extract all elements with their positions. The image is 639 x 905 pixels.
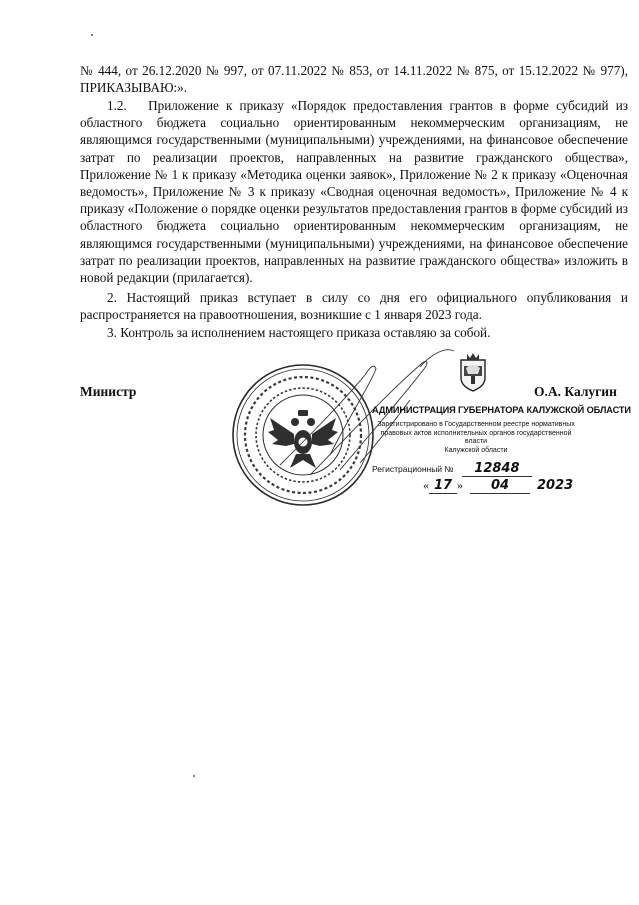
registration-number-row [372,461,592,477]
stamp-line: Калужской области [444,446,508,454]
scan-speck [193,775,195,777]
coat-of-arms-icon [458,352,488,392]
registration-number-label: Регистрационный № [372,464,454,475]
paragraph-3: 3. Контроль за исполнением настоящего приказа оставляю за собой. [107,325,491,340]
registration-date-year: 2023 [537,478,574,493]
paragraph-1-2: 1.2. Приложение к приказу «Порядок предоставления грантов в форме субсидий из областного бюджета социально ориентированным некоммерческим организациям, не являющимся государственными (муниципальными) учреждениями, на финансовое обеспечение затрат по реализации проектов, направленных на развитие гражданского общества», Приложение № 1 к приказу «Методика оценки заявок», Приложение № 2 к приказу «Оценочная ведомость», Приложение № 3 к приказу «Сводная оценочная ведомость», Приложение № 4 к приказу «Положение о порядке оценки результатов предоставления грантов в форме субсидий из областного бюджета социально ориентированным некоммерческим организациям, не являющимся государственными (муниципальными) учреждениями, на финансовое обеспечение затрат по реализации проектов, направленных на развитие гражданского общества» изложить в новой редакции (прилагается). [80,98,628,286]
paragraph-2: 2. Настоящий приказ вступает в силу со дня его официального опубликования и распространяется на правоотношения, возникшие с 1 января 2023 года. [80,290,628,323]
paragraph-continuation: № 444, от 26.12.2020 № 997, от 07.11.2022 № 853, от 14.11.2022 № 875, от 15.12.2022 № 977), ПРИКАЗЫВАЮ:». [80,63,628,96]
registration-number-value: 12848 [462,461,532,477]
scan-speck [91,34,93,36]
registration-date-month: 04 [470,478,530,494]
stamp-line: Зарегистрировано в Государственном реестре нормативных [377,421,575,428]
registration-stamp [372,405,631,477]
registration-date: « 17 » 04 2023 [423,478,574,493]
stamp-header: АДМИНИСТРАЦИЯ ГУБЕРНАТОРА КАЛУЖСКОЙ ОБЛАСТИ [372,405,631,415]
stamp-line: правовых актов исполнительных органов государственной власти [380,429,572,446]
minister-title: Министр [80,384,137,399]
registration-date-day: 17 [429,478,457,494]
signer-name: О.А. Калугин [534,384,617,399]
